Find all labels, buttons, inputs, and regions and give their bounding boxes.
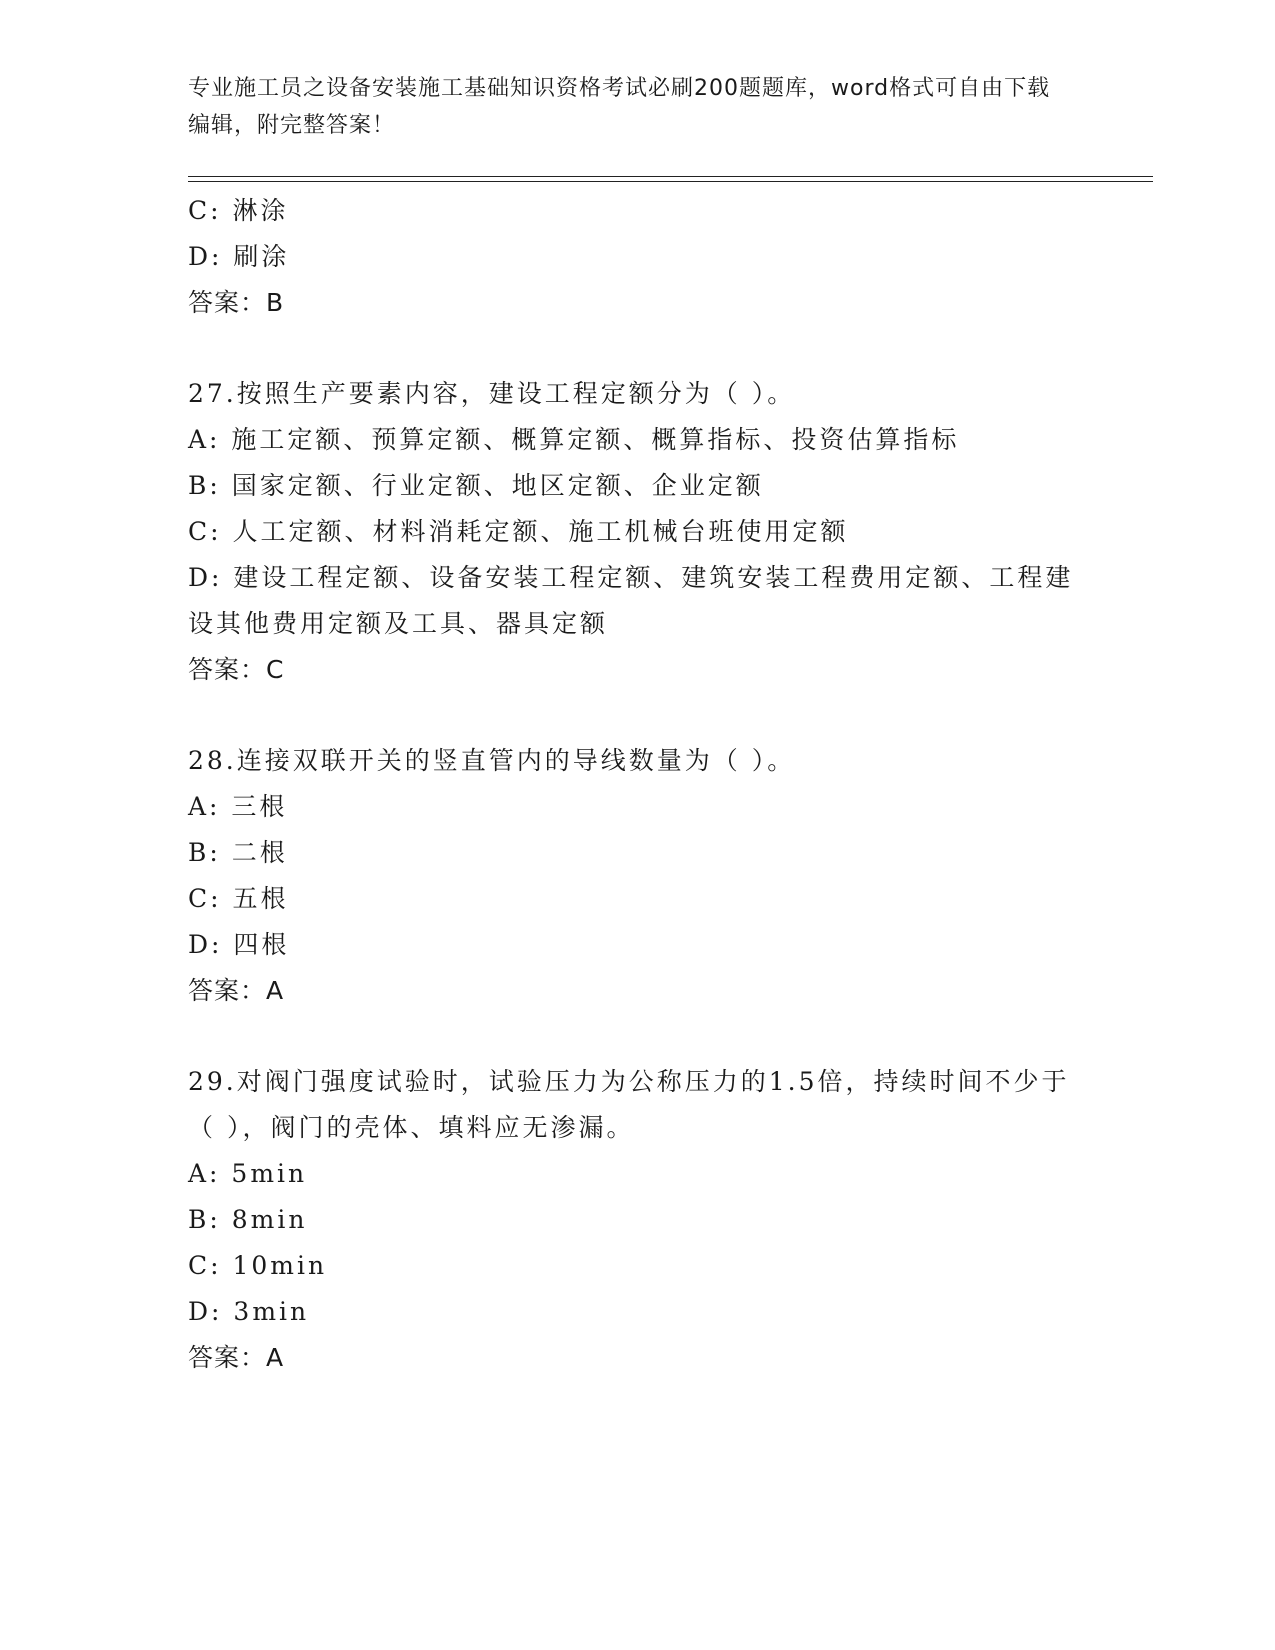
option-b: B: 二根	[188, 838, 288, 867]
option-d: D: 3min	[188, 1297, 310, 1326]
option-d: D: 四根	[188, 930, 290, 959]
option-b: B: 8min	[188, 1205, 308, 1234]
option-d: D: 刷涂	[188, 242, 290, 271]
option-c: C: 10min	[188, 1251, 328, 1280]
option-a: A: 5min	[188, 1159, 308, 1188]
option-a: A: 三根	[188, 792, 288, 821]
option-d: D: 建设工程定额、设备安装工程定额、建筑安装工程费用定额、工程建设其他费用定额及工具、器具定额	[188, 563, 1074, 638]
answer-line: 答案：A	[188, 976, 285, 1005]
question-26-tail	[188, 188, 1088, 326]
question-29	[188, 1059, 1088, 1381]
answer-line: 答案：B	[188, 288, 285, 317]
option-c: C: 淋涂	[188, 196, 289, 225]
answer-line: 答案：C	[188, 655, 285, 684]
option-c: C: 人工定额、材料消耗定额、施工机械台班使用定额	[188, 517, 849, 546]
option-a: A: 施工定额、预算定额、概算定额、概算指标、投资估算指标	[188, 425, 960, 454]
question-28	[188, 738, 1088, 1014]
question-stem: 28.连接双联开关的竖直管内的导线数量为（ ）。	[188, 746, 796, 775]
question-stem: 29.对阀门强度试验时，试验压力为公称压力的1.5倍，持续时间不少于（ ），阀门的壳体、填料应无渗漏。	[188, 1067, 1070, 1142]
question-27	[188, 371, 1088, 693]
document-header: 专业施工员之设备安装施工基础知识资格考试必刷200题题库，word格式可自由下载编辑，附完整答案！	[188, 76, 1051, 138]
header-rule-top	[188, 176, 1153, 177]
option-b: B: 国家定额、行业定额、地区定额、企业定额	[188, 471, 764, 500]
document-body	[188, 188, 1088, 1381]
option-c: C: 五根	[188, 884, 289, 913]
header-rule-bottom	[188, 181, 1153, 182]
question-stem: 27.按照生产要素内容，建设工程定额分为（ ）。	[188, 379, 796, 408]
answer-line: 答案：A	[188, 1343, 285, 1372]
